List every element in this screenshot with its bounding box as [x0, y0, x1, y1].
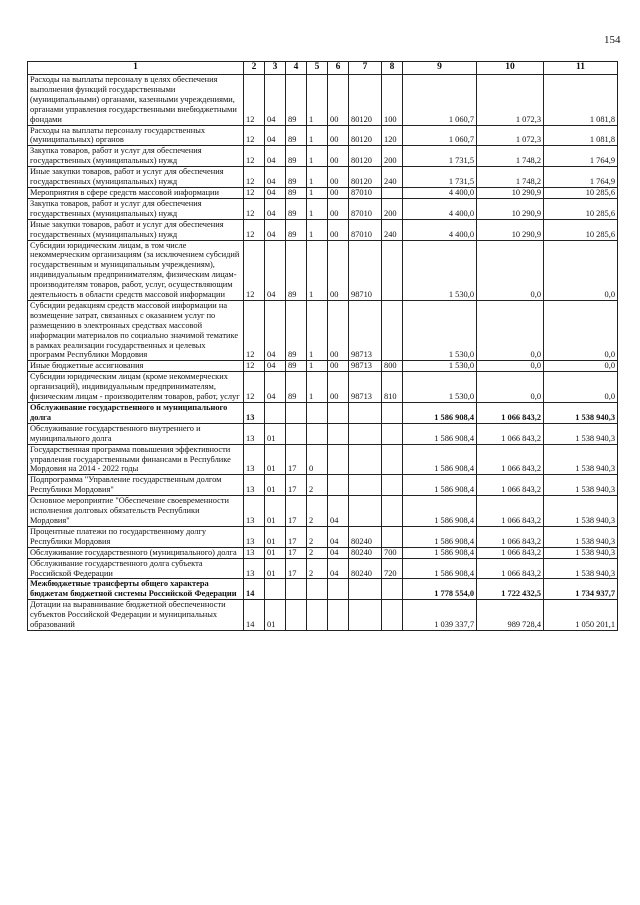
row-description: Обслуживание государственного и муниципального долга: [28, 403, 244, 424]
row-description: Субсидии редакциям средств массовой информации на возмещение затрат, связанных с оказанием услуг по размещению в электронных средствах массовой информации материалов по социально значимой тематике в рамках реализации государственных и целевых программ Республики Мордовия: [28, 300, 244, 360]
subprogram-code: 1: [307, 187, 328, 198]
event-code: 00: [328, 219, 349, 240]
expense-type-code: 200: [382, 146, 403, 167]
program-code: 89: [286, 125, 307, 146]
section-code: 12: [244, 146, 265, 167]
subsection-code: 01: [265, 496, 286, 527]
subprogram-code: 1: [307, 146, 328, 167]
program-code: 89: [286, 300, 307, 360]
direction-code: 80240: [349, 547, 382, 558]
amount-year-1: 1 530,0: [403, 372, 477, 403]
expense-type-code: 800: [382, 361, 403, 372]
row-description: Дотации на выравнивание бюджетной обеспеченности субъектов Российской Федерации и муниципальных образований: [28, 600, 244, 631]
amount-year-1: 1 586 908,4: [403, 423, 477, 444]
section-code: 13: [244, 547, 265, 558]
amount-year-3: 1 538 940,3: [544, 496, 618, 527]
program-code: 17: [286, 475, 307, 496]
amount-year-2: 1 748,2: [477, 167, 544, 188]
amount-year-2: 1 748,2: [477, 146, 544, 167]
subprogram-code: 1: [307, 75, 328, 126]
program-code: 89: [286, 146, 307, 167]
amount-year-3: 1 081,8: [544, 125, 618, 146]
section-code: 12: [244, 219, 265, 240]
subsection-code: 04: [265, 219, 286, 240]
subsection-code: 01: [265, 600, 286, 631]
event-code: [328, 423, 349, 444]
subsection-code: 04: [265, 372, 286, 403]
amount-year-2: 1 066 843,2: [477, 423, 544, 444]
event-code: 04: [328, 558, 349, 579]
section-code: 14: [244, 600, 265, 631]
subsection-code: 04: [265, 198, 286, 219]
amount-year-3: 0,0: [544, 300, 618, 360]
budget-table: [27, 61, 618, 631]
row-description: Обслуживание государственного внутреннего и муниципального долга: [28, 423, 244, 444]
direction-code: [349, 496, 382, 527]
subprogram-code: 1: [307, 167, 328, 188]
amount-year-1: 4 400,0: [403, 198, 477, 219]
event-code: 00: [328, 146, 349, 167]
subprogram-code: 2: [307, 475, 328, 496]
amount-year-2: 989 728,4: [477, 600, 544, 631]
header-cell: 11: [544, 62, 618, 75]
row-description: Межбюджетные трансферты общего характера бюджетам бюджетной системы Российской Федерации: [28, 579, 244, 600]
table-header-row: [28, 62, 618, 75]
direction-code: 98713: [349, 372, 382, 403]
expense-type-code: 120: [382, 125, 403, 146]
subsection-code: [265, 579, 286, 600]
table-row: [28, 423, 618, 444]
event-code: 00: [328, 125, 349, 146]
header-cell: 2: [244, 62, 265, 75]
amount-year-3: 0,0: [544, 361, 618, 372]
amount-year-3: 0,0: [544, 240, 618, 300]
row-description: Иные закупки товаров, работ и услуг для обеспечения государственных (муниципальных) нужд: [28, 167, 244, 188]
amount-year-1: 4 400,0: [403, 219, 477, 240]
subprogram-code: 2: [307, 496, 328, 527]
amount-year-1: 1 586 908,4: [403, 475, 477, 496]
table-row: [28, 444, 618, 475]
program-code: 89: [286, 198, 307, 219]
subprogram-code: 1: [307, 361, 328, 372]
expense-type-code: [382, 526, 403, 547]
page-number: 154: [604, 34, 621, 46]
subprogram-code: [307, 579, 328, 600]
row-description: Расходы на выплаты персоналу государственных (муниципальных) органов: [28, 125, 244, 146]
direction-code: [349, 444, 382, 475]
header-cell: 6: [328, 62, 349, 75]
program-code: [286, 403, 307, 424]
amount-year-1: 1 731,5: [403, 146, 477, 167]
subsection-code: 04: [265, 75, 286, 126]
expense-type-code: [382, 496, 403, 527]
event-code: 00: [328, 198, 349, 219]
subsection-code: 04: [265, 300, 286, 360]
expense-type-code: [382, 187, 403, 198]
event-code: 04: [328, 496, 349, 527]
table-row: [28, 219, 618, 240]
header-cell: 7: [349, 62, 382, 75]
program-code: 89: [286, 361, 307, 372]
direction-code: 87010: [349, 198, 382, 219]
amount-year-3: 1 734 937,7: [544, 579, 618, 600]
row-description: Субсидии юридическим лицам, в том числе некоммерческим организациям (за исключением субсидий государственным и муниципальным учреждениям), индивидуальным предпринимателям, физическим лицам-производителям товаров, работ, услуг, осуществляющим деятельность в области средств массовой информации: [28, 240, 244, 300]
program-code: 17: [286, 496, 307, 527]
subsection-code: 01: [265, 547, 286, 558]
header-cell: 1: [28, 62, 244, 75]
direction-code: 80120: [349, 75, 382, 126]
event-code: 00: [328, 372, 349, 403]
table-row: [28, 187, 618, 198]
subprogram-code: [307, 403, 328, 424]
amount-year-2: 1 066 843,2: [477, 496, 544, 527]
subsection-code: 01: [265, 558, 286, 579]
amount-year-3: 1 538 940,3: [544, 475, 618, 496]
subprogram-code: 1: [307, 300, 328, 360]
amount-year-2: 10 290,9: [477, 219, 544, 240]
section-code: 12: [244, 125, 265, 146]
section-code: 12: [244, 187, 265, 198]
direction-code: 98713: [349, 361, 382, 372]
expense-type-code: 200: [382, 198, 403, 219]
subprogram-code: 1: [307, 240, 328, 300]
amount-year-3: 1 050 201,1: [544, 600, 618, 631]
amount-year-3: 10 285,6: [544, 187, 618, 198]
event-code: 04: [328, 526, 349, 547]
program-code: 17: [286, 526, 307, 547]
expense-type-code: [382, 475, 403, 496]
amount-year-1: 1 586 908,4: [403, 444, 477, 475]
section-code: 12: [244, 167, 265, 188]
amount-year-2: 10 290,9: [477, 187, 544, 198]
direction-code: [349, 403, 382, 424]
table-row: [28, 496, 618, 527]
subprogram-code: 0: [307, 444, 328, 475]
table-row: [28, 579, 618, 600]
event-code: [328, 600, 349, 631]
subprogram-code: 1: [307, 125, 328, 146]
amount-year-1: 1 530,0: [403, 361, 477, 372]
program-code: 89: [286, 372, 307, 403]
event-code: 04: [328, 547, 349, 558]
amount-year-3: 10 285,6: [544, 198, 618, 219]
direction-code: 80240: [349, 526, 382, 547]
expense-type-code: 810: [382, 372, 403, 403]
subsection-code: 04: [265, 167, 286, 188]
header-cell: 4: [286, 62, 307, 75]
event-code: [328, 475, 349, 496]
expense-type-code: [382, 240, 403, 300]
event-code: [328, 403, 349, 424]
table-row: [28, 547, 618, 558]
row-description: Закупка товаров, работ и услуг для обеспечения государственных (муниципальных) нужд: [28, 146, 244, 167]
section-code: 12: [244, 361, 265, 372]
header-cell: 3: [265, 62, 286, 75]
direction-code: [349, 579, 382, 600]
section-code: 12: [244, 300, 265, 360]
table-row: [28, 300, 618, 360]
program-code: [286, 423, 307, 444]
section-code: 12: [244, 240, 265, 300]
row-description: Расходы на выплаты персоналу в целях обеспечения выполнения функций государственными (муниципальными) органами, казенными учреждениями, органами управления государственными внебюджетными фондами: [28, 75, 244, 126]
table-row: [28, 75, 618, 126]
subprogram-code: 1: [307, 198, 328, 219]
header-cell: 8: [382, 62, 403, 75]
table-row: [28, 167, 618, 188]
amount-year-1: 1 731,5: [403, 167, 477, 188]
amount-year-1: 1 530,0: [403, 300, 477, 360]
amount-year-1: 1 586 908,4: [403, 558, 477, 579]
table-row: [28, 600, 618, 631]
row-description: Обслуживание государственного долга субъекта Российской Федерации: [28, 558, 244, 579]
program-code: [286, 579, 307, 600]
amount-year-3: 1 538 940,3: [544, 526, 618, 547]
amount-year-3: 10 285,6: [544, 219, 618, 240]
event-code: 00: [328, 300, 349, 360]
amount-year-1: 1 530,0: [403, 240, 477, 300]
direction-code: [349, 423, 382, 444]
section-code: 13: [244, 403, 265, 424]
subprogram-code: [307, 600, 328, 631]
amount-year-2: 1 066 843,2: [477, 444, 544, 475]
amount-year-3: 0,0: [544, 372, 618, 403]
program-code: 89: [286, 240, 307, 300]
event-code: [328, 444, 349, 475]
direction-code: [349, 475, 382, 496]
direction-code: 80120: [349, 125, 382, 146]
amount-year-3: 1 538 940,3: [544, 558, 618, 579]
subprogram-code: [307, 423, 328, 444]
direction-code: 98710: [349, 240, 382, 300]
amount-year-2: 1 722 432,5: [477, 579, 544, 600]
expense-type-code: 700: [382, 547, 403, 558]
expense-type-code: 720: [382, 558, 403, 579]
program-code: 89: [286, 75, 307, 126]
section-code: 14: [244, 579, 265, 600]
program-code: 17: [286, 444, 307, 475]
table-row: [28, 125, 618, 146]
row-description: Иные бюджетные ассигнования: [28, 361, 244, 372]
amount-year-3: 1 764,9: [544, 146, 618, 167]
amount-year-1: 1 586 908,4: [403, 496, 477, 527]
table-row: [28, 372, 618, 403]
header-cell: 5: [307, 62, 328, 75]
direction-code: 87010: [349, 187, 382, 198]
expense-type-code: [382, 403, 403, 424]
event-code: 00: [328, 75, 349, 126]
amount-year-2: 1 072,3: [477, 75, 544, 126]
direction-code: 87010: [349, 219, 382, 240]
section-code: 13: [244, 558, 265, 579]
expense-type-code: 100: [382, 75, 403, 126]
amount-year-2: 0,0: [477, 240, 544, 300]
header-cell: 10: [477, 62, 544, 75]
amount-year-3: 1 764,9: [544, 167, 618, 188]
expense-type-code: [382, 423, 403, 444]
amount-year-2: 1 066 843,2: [477, 526, 544, 547]
table-row: [28, 526, 618, 547]
amount-year-3: 1 081,8: [544, 75, 618, 126]
amount-year-2: 0,0: [477, 300, 544, 360]
direction-code: 80240: [349, 558, 382, 579]
section-code: 13: [244, 526, 265, 547]
section-code: 13: [244, 444, 265, 475]
subprogram-code: 1: [307, 219, 328, 240]
table-row: [28, 198, 618, 219]
expense-type-code: 240: [382, 219, 403, 240]
row-description: Мероприятия в сфере средств массовой информации: [28, 187, 244, 198]
amount-year-2: 10 290,9: [477, 198, 544, 219]
subsection-code: 01: [265, 423, 286, 444]
subsection-code: 04: [265, 361, 286, 372]
section-code: 12: [244, 372, 265, 403]
section-code: 12: [244, 198, 265, 219]
expense-type-code: [382, 579, 403, 600]
amount-year-1: 1 060,7: [403, 75, 477, 126]
direction-code: 80120: [349, 167, 382, 188]
program-code: 89: [286, 167, 307, 188]
row-description: Обслуживание государственного (муниципального) долга: [28, 547, 244, 558]
amount-year-3: 1 538 940,3: [544, 547, 618, 558]
amount-year-3: 1 538 940,3: [544, 444, 618, 475]
expense-type-code: [382, 600, 403, 631]
section-code: 13: [244, 496, 265, 527]
amount-year-1: 1 039 337,7: [403, 600, 477, 631]
program-code: 17: [286, 547, 307, 558]
program-code: 89: [286, 219, 307, 240]
row-description: Основное мероприятие "Обеспечение своевременности исполнения долговых обязательств Республики Мордовия": [28, 496, 244, 527]
subsection-code: 01: [265, 475, 286, 496]
table-row: [28, 558, 618, 579]
amount-year-1: 1 586 908,4: [403, 547, 477, 558]
header-cell: 9: [403, 62, 477, 75]
expense-type-code: 240: [382, 167, 403, 188]
expense-type-code: [382, 300, 403, 360]
table-row: [28, 361, 618, 372]
subsection-code: 04: [265, 187, 286, 198]
program-code: 17: [286, 558, 307, 579]
amount-year-1: 1 778 554,0: [403, 579, 477, 600]
event-code: 00: [328, 167, 349, 188]
subsection-code: 04: [265, 146, 286, 167]
event-code: 00: [328, 187, 349, 198]
amount-year-1: 1 060,7: [403, 125, 477, 146]
subprogram-code: 2: [307, 558, 328, 579]
amount-year-1: 4 400,0: [403, 187, 477, 198]
subprogram-code: 1: [307, 372, 328, 403]
amount-year-3: 1 538 940,3: [544, 403, 618, 424]
direction-code: 80120: [349, 146, 382, 167]
event-code: [328, 579, 349, 600]
section-code: 12: [244, 75, 265, 126]
table-row: [28, 146, 618, 167]
section-code: 13: [244, 423, 265, 444]
table-row: [28, 475, 618, 496]
expense-type-code: [382, 444, 403, 475]
amount-year-2: 1 066 843,2: [477, 475, 544, 496]
subsection-code: [265, 403, 286, 424]
event-code: 00: [328, 240, 349, 300]
row-description: Государственная программа повышения эффективности управления государственными финансами в Республике Мордовия на 2014 - 2022 годы: [28, 444, 244, 475]
amount-year-2: 1 066 843,2: [477, 547, 544, 558]
row-description: Подпрограмма "Управление государственным долгом Республики Мордовия": [28, 475, 244, 496]
amount-year-2: 0,0: [477, 372, 544, 403]
amount-year-2: 1 066 843,2: [477, 558, 544, 579]
row-description: Закупка товаров, работ и услуг для обеспечения государственных (муниципальных) нужд: [28, 198, 244, 219]
row-description: Иные закупки товаров, работ и услуг для обеспечения государственных (муниципальных) нужд: [28, 219, 244, 240]
row-description: Процентные платежи по государственному долгу Республики Мордовия: [28, 526, 244, 547]
amount-year-2: 1 072,3: [477, 125, 544, 146]
amount-year-2: 0,0: [477, 361, 544, 372]
direction-code: 98713: [349, 300, 382, 360]
table-row: [28, 403, 618, 424]
program-code: 89: [286, 187, 307, 198]
amount-year-1: 1 586 908,4: [403, 526, 477, 547]
subprogram-code: 2: [307, 526, 328, 547]
subsection-code: 01: [265, 444, 286, 475]
event-code: 00: [328, 361, 349, 372]
amount-year-3: 1 538 940,3: [544, 423, 618, 444]
amount-year-2: 1 066 843,2: [477, 403, 544, 424]
program-code: [286, 600, 307, 631]
row-description: Субсидии юридическим лицам (кроме некоммерческих организаций), индивидуальным предпринимателям, физическим лицам - производителям товаров, работ, услуг: [28, 372, 244, 403]
amount-year-1: 1 586 908,4: [403, 403, 477, 424]
section-code: 13: [244, 475, 265, 496]
subsection-code: 04: [265, 240, 286, 300]
subsection-code: 04: [265, 125, 286, 146]
direction-code: [349, 600, 382, 631]
subsection-code: 01: [265, 526, 286, 547]
subprogram-code: 2: [307, 547, 328, 558]
table-row: [28, 240, 618, 300]
